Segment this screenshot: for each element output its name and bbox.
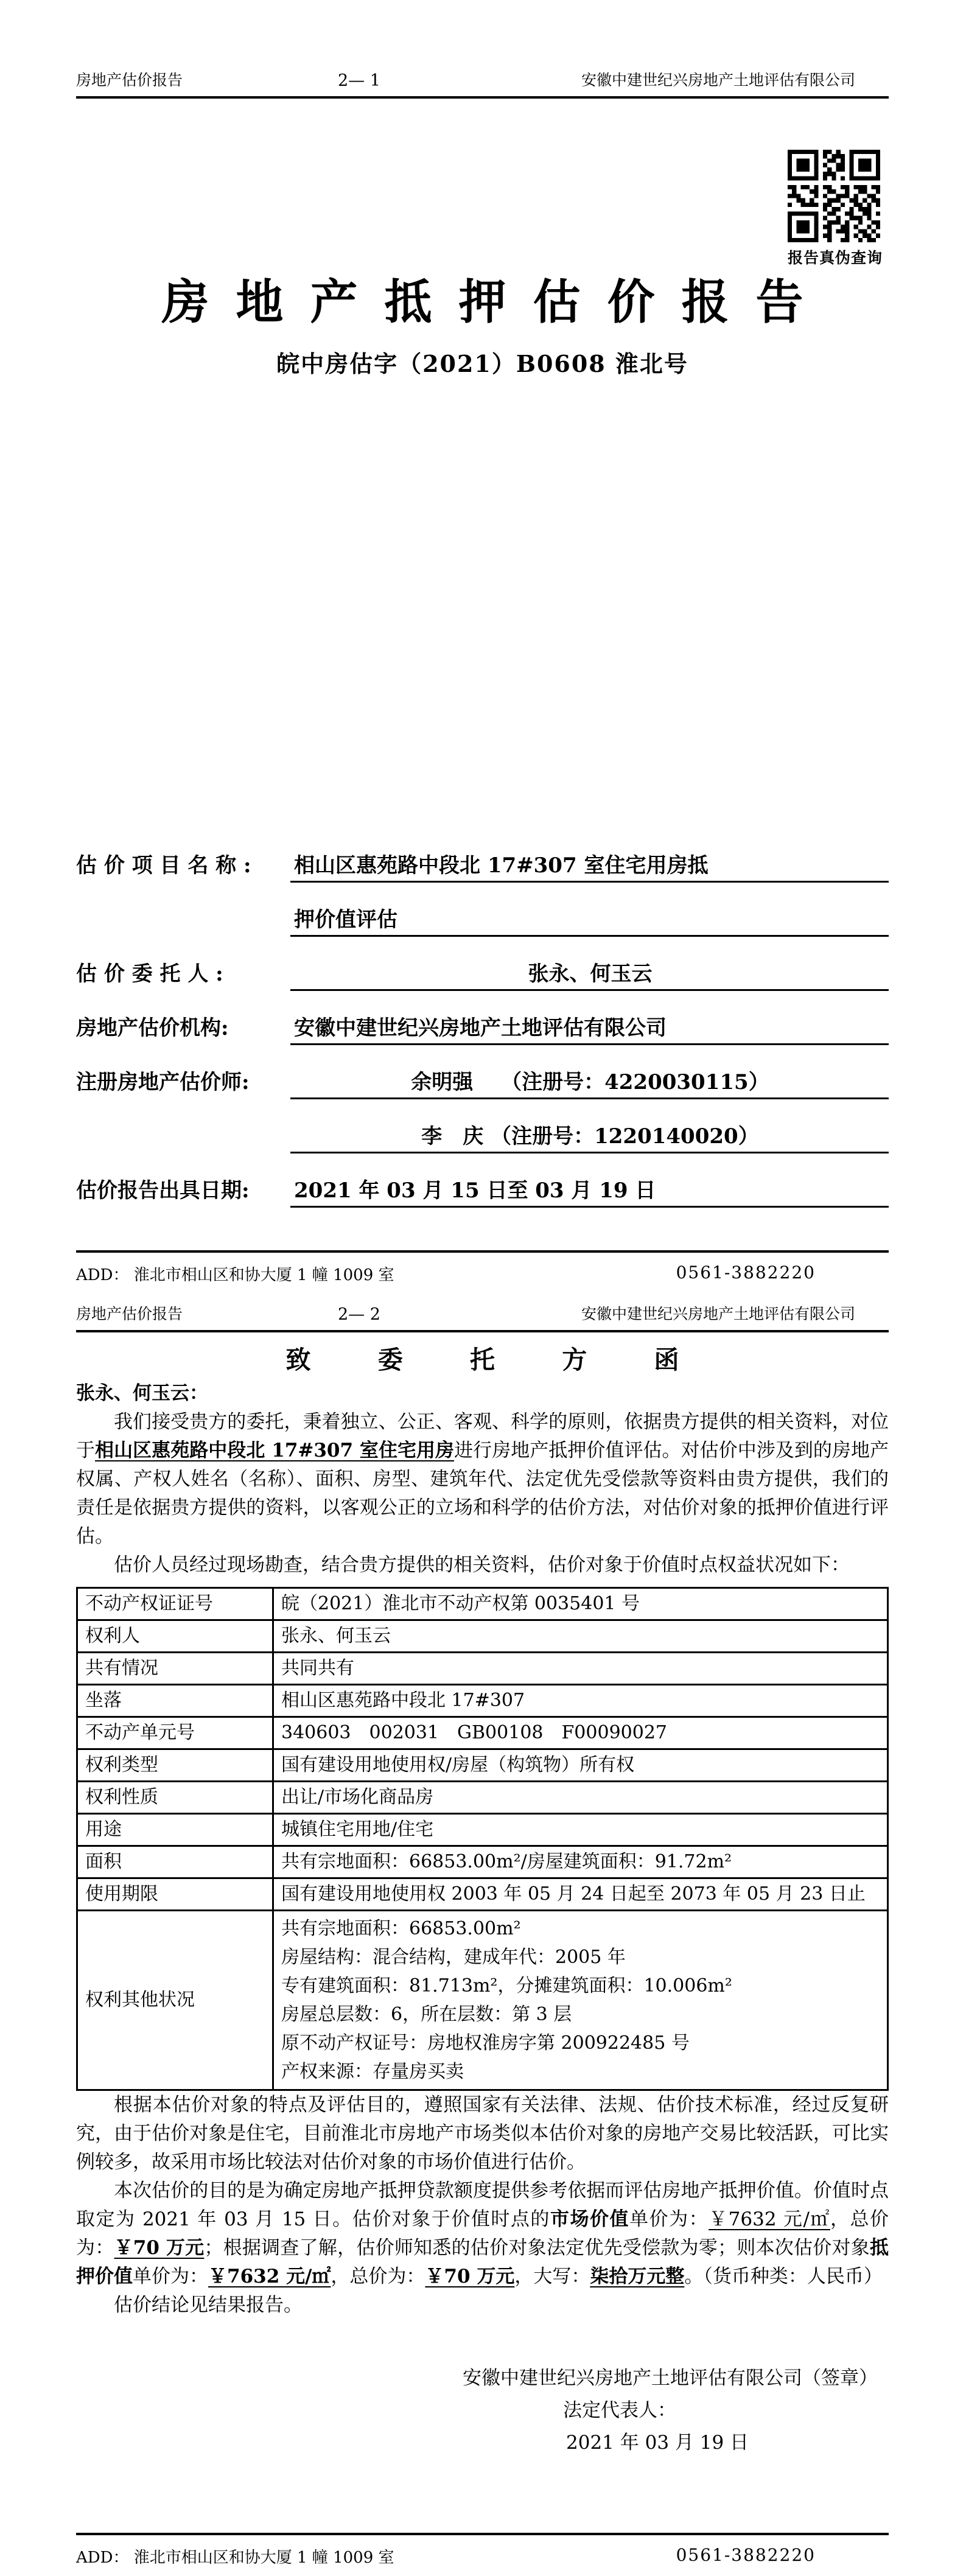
paragraph-text: ，大写： [514,2266,590,2287]
signature-block [463,2362,889,2459]
field-label: 估价报告出具日期: [76,1178,250,1203]
cover-fields [76,849,889,1208]
other-status-line: 房屋结构：混合结构，建成年代：2005 年 [281,1947,626,1968]
field-value: 张永、何玉云 [290,957,889,991]
row-value: 共有宗地面积：66853.00m²/房屋建筑面积：91.72m² [273,1846,888,1878]
other-status-line: 专有建筑面积：81.713m²，分摊建筑面积：10.006m² [281,1975,732,1997]
field-value: 相山区惠苑路中段北 17#307 室住宅用房抵 [290,849,889,883]
field-appraiser-1 [76,1065,889,1099]
document-number: 皖中房估字（2021）B0608 淮北号 [276,350,688,378]
paragraph-text: ，总价为： [76,2208,889,2259]
field-label-spacer [76,1119,290,1153]
table-row [77,1588,888,1620]
paragraph-survey: 估价人员经过现场勘查，结合贵方提供的相关资料，估价对象于价值时点权益状况如下： [114,1554,850,1576]
table-row [77,1717,888,1749]
subject-property-text: 相山区惠苑路中段北 17#307 室住宅用房 [95,1440,455,1461]
field-label: 注册房地产估价师: [76,1070,250,1095]
footer-address: ADD： 淮北市相山区和协大厦 1 幢 1009 室 [76,2549,394,2567]
page2-running-header [76,1293,889,1332]
row-value: 相山区惠苑路中段北 17#307 [273,1685,888,1717]
row-label: 坐落 [77,1685,273,1717]
row-label: 权利性质 [77,1782,273,1814]
paragraph-text: 单价为： [629,2208,709,2230]
market-total-price: ￥70 万元 [114,2237,205,2259]
header-company-name: 安徽中建世纪兴房地产土地评估有限公司 [581,1305,855,1323]
paragraph-text: 本次估价的目的是为确定房地产抵押贷款额度提供参考依据而评估房地产抵押价值。价值时点取定为 2021 年 03 月 15 日。估价对象于价值时点的 [76,2180,889,2230]
table-row [77,1620,888,1653]
table-row [77,1878,888,1911]
paragraph-text: 。（货币种类：人民币） [684,2266,883,2287]
signature-company: 安徽中建世纪兴房地产土地评估有限公司（签章） [463,2367,878,2389]
row-label: 面积 [77,1846,273,1878]
property-rights-table [76,1587,889,2091]
qr-caption: 报告真伪查询 [788,249,883,267]
field-value: 安徽中建世纪兴房地产土地评估有限公司 [290,1011,889,1045]
paragraph-text: ；根据调查了解，估价师知悉的估价对象法定优先受偿款为零；则本次估价对象 [204,2237,870,2259]
salutation: 张永、何玉云： [76,1382,208,1404]
table-row [77,1685,888,1717]
row-label: 不动产权证证号 [77,1588,273,1620]
paragraph-text: ，总价为： [331,2266,425,2287]
paragraph-intro [76,1408,889,1551]
row-value: 国有建设用地使用权 2003 年 05 月 24 日起至 2073 年 05 月 23 日止 [273,1878,888,1911]
row-label: 用途 [77,1814,273,1846]
table-row [77,1814,888,1846]
other-status-line: 共有宗地面积：66853.00m² [281,1918,521,1939]
row-value: 出让/市场化商品房 [273,1782,888,1814]
header-report-name: 房地产估价报告 [76,1305,183,1323]
mortgage-value-label: 抵押价值 [76,2237,889,2287]
row-label: 权利其他状况 [77,1911,273,2090]
amount-in-words: 柒拾万元整 [590,2266,685,2287]
header-company-name: 安徽中建世纪兴房地产土地评估有限公司 [581,71,855,89]
row-label: 不动产单元号 [77,1717,273,1749]
header-page-number: 2— 2 [338,1305,380,1324]
paragraph-text: 我们接受贵方的委托，秉着独立、公正、客观、科学的原则，依据贵方提供的相关资料，对位于 [76,1411,889,1461]
table-row-other-status [77,1911,888,2090]
other-status-line: 产权来源：存量房买卖 [281,2061,464,2082]
market-unit-price: ￥7632 元/㎡ [709,2208,830,2230]
field-appraiser-2 [76,1119,889,1153]
row-label: 使用期限 [77,1878,273,1911]
field-agency [76,1011,889,1045]
row-label: 权利人 [77,1620,273,1653]
field-value: 李 庆 （注册号：1220140020） [290,1119,889,1153]
mortgage-unit-price: ￥7632 元/㎡ [208,2266,331,2287]
field-project-name [76,849,889,883]
field-value: 押价值评估 [290,903,889,937]
table-row [77,1846,888,1878]
field-client [76,957,889,991]
page1-running-footer [76,1250,889,1285]
row-value: 张永、何玉云 [273,1620,888,1653]
paragraph-text: 进行房地产抵押价值评估。对估价中涉及到的房地产权属、产权人姓名（名称）、面积、房型、建筑年代、法定优先受偿款等资料由贵方提供，我们的责任是依据贵方提供的资料，以客观公正的立场和科学的估价方法，对估价对象的抵押价值进行评估。 [76,1440,889,1547]
mortgage-total-price: ￥70 万元 [425,2266,515,2287]
row-value: 皖（2021）淮北市不动产权第 0035401 号 [273,1588,888,1620]
header-report-name: 房地产估价报告 [76,71,183,89]
row-value: 340603 002031 GB00108 F00090027 [273,1717,888,1749]
table-row [77,1782,888,1814]
document-title: 房地产抵押估价报告 [161,275,830,330]
field-label: 估 价 项 目 名 称 : [76,853,251,878]
qr-verification-block [788,150,885,268]
report-page-2 [0,1293,966,2576]
market-value-label: 市场价值 [550,2208,630,2230]
letter-title: 致 委 托 方 函 [285,1345,709,1374]
row-value: 城镇住宅用地/住宅 [273,1814,888,1846]
paragraph-valuation [76,2177,889,2291]
footer-phone: 0561-3882220 [676,1262,816,1283]
footer-address: ADD： 淮北市相山区和协大厦 1 幢 1009 室 [76,1266,394,1284]
signature-legal-rep: 法定代表人： [563,2399,676,2421]
other-status-line: 原不动产权证号：房地权淮房字第 200922485 号 [281,2032,690,2054]
field-project-name-line2 [76,903,889,937]
row-value: 国有建设用地使用权/房屋（构筑物）所有权 [273,1749,888,1782]
field-value: 2021 年 03 月 15 日至 03 月 19 日 [290,1174,889,1208]
paragraph-text: 单价为： [133,2266,208,2287]
field-label-spacer [76,903,290,937]
row-label: 共有情况 [77,1653,273,1685]
field-value: 余明强 （注册号：4220030115） [290,1065,889,1099]
footer-phone: 0561-3882220 [676,2545,816,2565]
paragraph-conclusion: 估价结论见结果报告。 [114,2294,303,2316]
field-label: 估 价 委 托 人 : [76,962,223,987]
field-label: 房地产估价机构: [76,1016,229,1041]
signature-date: 2021 年 03 月 19 日 [566,2432,749,2454]
qr-code-icon [788,150,880,242]
header-page-number: 2— 1 [338,71,380,90]
row-label: 权利类型 [77,1749,273,1782]
paragraph-method: 根据本估价对象的特点及评估目的，遵照国家有关法律、法规、估价技术标准，经过反复研究，由于估价对象是住宅，目前淮北市房地产市场类似本估价对象的房地产交易比较活跃，可比实例较多，故采用市场比较法对估价对象的市场价值进行估价。 [76,2094,889,2173]
other-status-line: 房屋总层数：6，所在层数：第 3 层 [281,2004,572,2025]
page2-running-footer [76,2533,889,2567]
table-row [77,1749,888,1782]
row-value [273,1911,888,2090]
page1-running-header [76,0,889,99]
table-row [77,1653,888,1685]
field-report-date [76,1174,889,1208]
row-value: 共同共有 [273,1653,888,1685]
